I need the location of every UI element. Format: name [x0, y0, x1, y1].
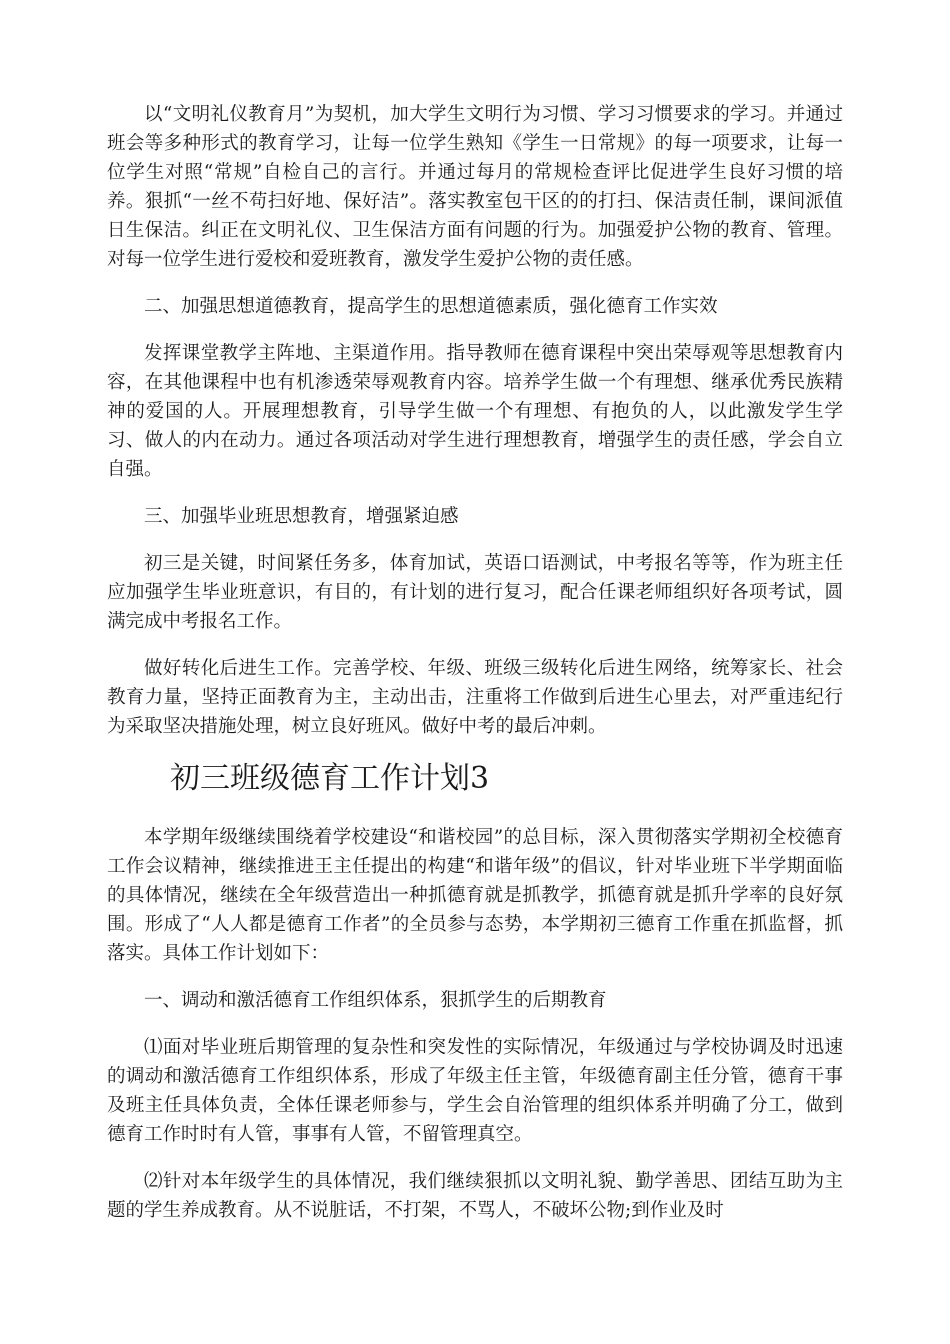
paragraph-semester-goal: 本学期年级继续围绕着学校建设“和谐校园”的总目标，深入贯彻落实学期初全校德育工作会议精神，继续推进王主任提出的构建“和谐年级”的倡议，针对毕业班下半学期面临的具体情况，继续在全年级营造出一种抓德育就是抓教学，抓德育就是抓升学率的良好氛围。形成了“人人都是德育工作者”的全员参与态势，本学期初三德育工作重在抓监督，抓落实。具体工作计划如下：: [107, 827, 843, 964]
section-title-plan-3: 初三班级德育工作计划3: [170, 761, 490, 796]
subheading-moral-education: 二、加强思想道德教育，提高学生的思想道德素质，强化德育工作实效: [144, 296, 718, 317]
subheading-graduating-class: 三、加强毕业班思想教育，增强紧迫感: [144, 506, 459, 527]
paragraph-classroom-role: 发挥课堂教学主阵地、主渠道作用。指导教师在德育课程中突出荣辱观等思想教育内容，在其他课程中也有机渗透荣辱观教育内容。培养学生做一个有理想、继承优秀民族精神的爱国的人。开展理想教育，引导学生做一个有理想、有抱负的人，以此激发学生学习、做人的内在动力。通过各项活动对学生进行理想教育，增强学生的责任感，学会自立自强。: [107, 343, 843, 480]
paragraph-item-1: ⑴面对毕业班后期管理的复杂性和突发性的实际情况，年级通过与学校协调及时迅速的调动和激活德育工作组织体系，形成了年级主任主管，年级德育副主任分管，德育干事及班主任具体负责，全体任课老师参与，学生会自治管理的组织体系并明确了分工，做到德育工作时时有人管，事事有人管，不留管理真空。: [107, 1037, 843, 1145]
subheading-organization-system: 一、调动和激活德育工作组织体系，狠抓学生的后期教育: [144, 990, 607, 1011]
paragraph-civility-month: 以“文明礼仪教育月”为契机，加大学生文明行为习惯、学习习惯要求的学习。并通过班会等多种形式的教育学习，让每一位学生熟知《学生一日常规》的每一项要求，让每一位学生对照“常规”自检自己的言行。并通过每月的常规检查评比促进学生良好习惯的培养。狠抓“一丝不苟扫好地、保好洁”。落实教室包干区的的打扫、保洁责任制，课间派值日生保洁。纠正在文明礼仪、卫生保洁方面有问题的行为。加强爱护公物的教育、管理。对每一位学生进行爱校和爱班教育，激发学生爱护公物的责任感。: [107, 104, 843, 270]
document-page: [107, 100, 843, 1243]
paragraph-underachievers: 做好转化后进生工作。完善学校、年级、班级三级转化后进生网络，统筹家长、社会教育力量，坚持正面教育为主，主动出击，注重将工作做到后进生心里去，对严重违纪行为采取坚决措施处理，树立良好班风。做好中考的最后冲刺。: [107, 658, 843, 737]
paragraph-grade9-key: 初三是关键，时间紧任务多，体育加试，英语口语测试，中考报名等等，作为班主任应加强学生毕业班意识，有目的，有计划的进行复习，配合任课老师组织好各项考试，圆满完成中考报名工作。: [107, 553, 843, 632]
paragraph-item-2: ⑵针对本年级学生的具体情况，我们继续狠抓以文明礼貌、勤学善思、团结互助为主题的学生养成教育。从不说脏话，不打架，不骂人，不破坏公物;到作业及时: [107, 1171, 843, 1221]
